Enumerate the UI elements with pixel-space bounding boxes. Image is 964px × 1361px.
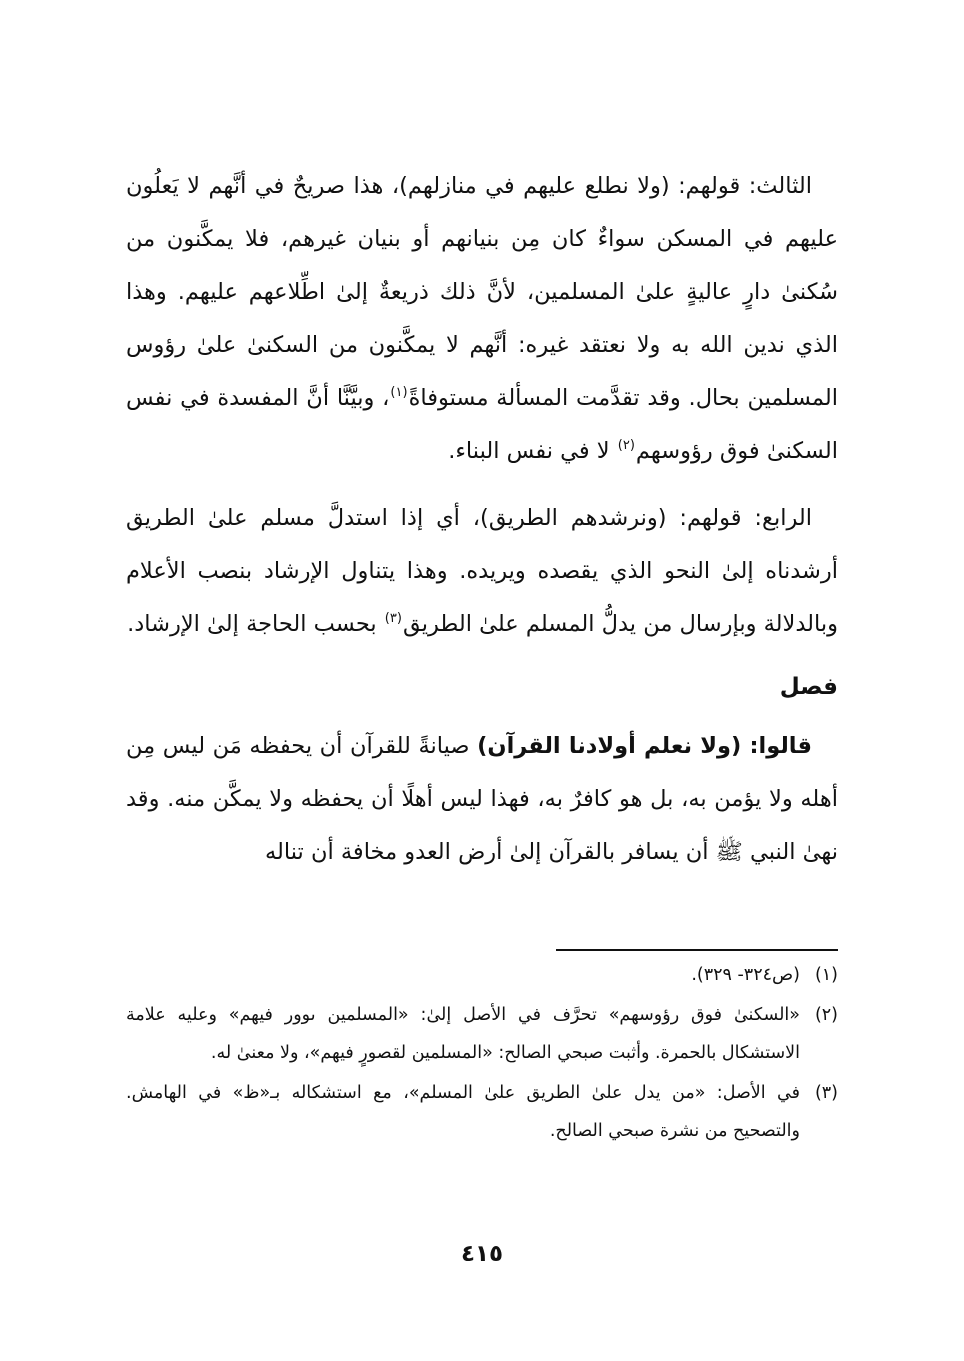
footnote — [126, 1074, 838, 1150]
footnote-text: «السكنىٰ فوق رؤوسهم» تحرَّف في الأصل إلىٰ: «المسلمين ىوور فيهم» وعليه علامة الاستشكال بالحمرة. وأثبت صبحي الصالح: «المسلمين لقصورٍ فيهم»، ولا معنىٰ له. — [126, 1005, 800, 1063]
page-number: ٤١٥ — [460, 1241, 504, 1267]
paragraph-text: لا في نفس البناء. — [448, 438, 617, 464]
footnote-number: (١) — [814, 965, 838, 985]
paragraph-text: بحسب الحاجة إلىٰ الإرشاد. — [127, 611, 384, 637]
footnote-ref-3: (٣) — [384, 611, 402, 626]
section-heading: فصل — [779, 674, 838, 700]
footnote-number: (٢) — [814, 1005, 838, 1025]
footnote-ref-2: (٢) — [617, 438, 635, 453]
paragraph-text: صيانةً للقرآن أن يحفظه مَن ليس مِن أهله ولا يؤمن به، بل هو كافرٌ به، فهذا ليس أهلًا أن يحفظه ولا يمكَّن منه. وقد نهىٰ النبي ﷺ أن يسافر بالقرآن إلىٰ أرض العدو مخافة أن تناله — [126, 733, 838, 865]
paragraph-lead: قالوا: (ولا نعلم أولادنا القرآن) — [477, 733, 812, 759]
footnote-divider — [556, 949, 838, 951]
footnote-text: (ص٣٢٤- ٣٢٩). — [691, 965, 800, 985]
paragraph-text: الثالث: قولهم: (ولا نطلع عليهم في منازلهم)، هذا صريحٌ في أنَّهم لا يَعلُون عليهم في المسكن سواءٌ كان مِن بنيانهم أو بنيان غيرهم، فلا يمكَّنون من سُكنىٰ دارٍ عاليةٍ علىٰ المسلمين، لأنَّ ذلك ذريعةٌ إلىٰ اطِّلاعهم عليهم. وهذا الذي ندين الله به ولا نعتقد غيره: أنَّهم لا يمكَّنون من السكنىٰ علىٰ رؤوس المسلمين بحال. وقد تقدَّمت المسألة مستوفاةً — [126, 173, 838, 411]
footnote-ref-1: (١) — [390, 385, 408, 400]
footnote — [126, 996, 838, 1072]
paragraph-fourth-condition — [126, 492, 838, 651]
footnote-text: في الأصل: «من يدل علىٰ الطريق علىٰ المسلم»، مع استشكاله بـ«ظ» في الهامش. والتصحيح من نشرة صبحي الصالح. — [126, 1083, 800, 1141]
footnote-number: (٣) — [814, 1083, 838, 1103]
main-text — [126, 160, 838, 879]
paragraph-text: الرابع: قولهم: (ونرشدهم الطريق)، أي إذا استدلَّ مسلم علىٰ الطريق أرشدناه إلىٰ النحو الذي يقصده ويريده. وهذا يتناول الإرشاد بنصب الأعلام وبالدلالة وبإرسال من يدلُّ المسلم علىٰ الطريق — [126, 505, 838, 637]
footnote — [126, 956, 838, 994]
paragraph-third-condition — [126, 160, 838, 478]
footnotes — [126, 956, 838, 1152]
paragraph-text: ، وبيَّنَّا أنَّ المفسدة في نفس السكنىٰ فوق رؤوسهم — [126, 385, 838, 464]
paragraph-quran-condition — [126, 720, 838, 879]
